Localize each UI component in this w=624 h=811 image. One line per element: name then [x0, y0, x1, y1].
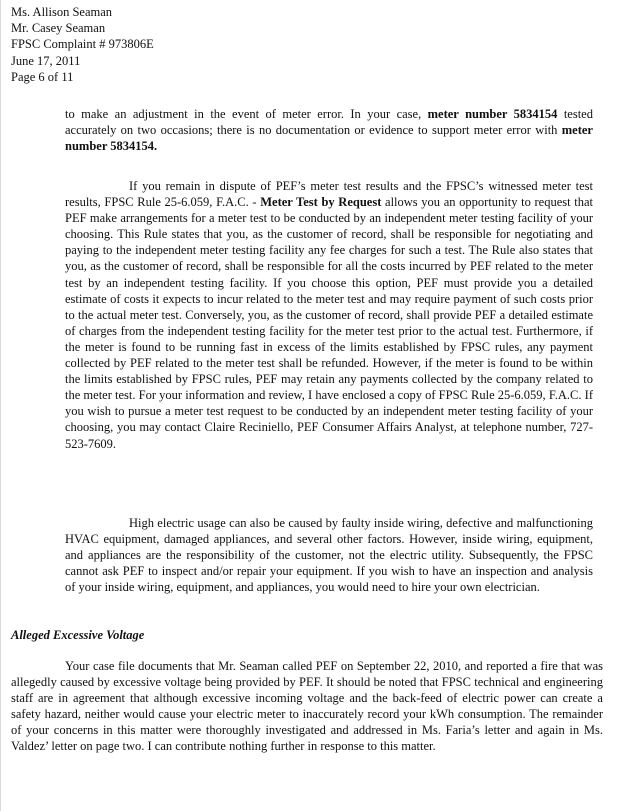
complaint-number: FPSC Complaint # 973806E: [11, 37, 154, 52]
paragraph-high-usage-causes: [65, 515, 593, 595]
paragraph-text: If you remain in dispute of PEF’s meter test results and the FPSC’s witnessed meter test results, FPSC Rule 25-6.059, F.A.C. -: [65, 179, 593, 210]
paragraph-text: tested accurately on two occasions; there is no documentation or evidence to support meter error with: [65, 107, 593, 138]
letter-date: June 17, 2011: [11, 53, 81, 68]
paragraph-excessive-voltage: [11, 658, 603, 755]
recipient-name-2: Mr. Casey Seaman: [11, 21, 106, 36]
paragraph-text: High electric usage can also be caused by faulty inside wiring, defective and malfunctioning HVAC equipment, damaged appliances, and several other factors. However, inside wiring, equipment, and appliances are the responsibility of the customer, not the electric utility. Subsequently, the FPSC cannot ask PEF to inspect and/or repair your equipment. If you wish to have an inspection and analysis of your inside wiring, equipment, and appliances, you would need to hire your own electrician.: [65, 516, 593, 595]
recipient-name-1: Ms. Allison Seaman: [11, 5, 113, 19]
paragraph-meter-accuracy: [65, 106, 593, 154]
paragraph-text: allows you an opportunity to request that PEF make arrangements for a meter test to be conducted by an independent meter testing facility of your choosing. This Rule states that you, as the customer of record, shall be responsible for negotiating and paying to the independent meter testing facility any fee charges for such a test. The Rule also states that you, as the customer of record, shall be responsible for all the costs incurred by PEF related to the meter test by an independent testing facility. If you choose this option, PEF must provide you a detailed estimate of costs it expects to incur related to the meter test and may require payment of such costs prior to the actual meter test. Conversely, you, as the customer of record, shall provide PEF a detailed estimate of charges from the independent testing facility for the meter test prior to the actual test. Furthermore, if the meter is found to be running fast in excess of the limits established by FPSC rules, any payment collected by PEF related to the meter test shall be refunded. However, if the meter is found to be within the limits established by FPSC rules, PEF may retain any payments collected by the company related to the meter test. For your information and review, I have enclosed a copy of FPSC Rule 25-6.059, F.A.C. If you wish to pursue a meter test request to be conducted by an independent meter testing facility of your choosing, you may contact Claire Reciniello, PEF Consumer Affairs Analyst, at telephone number, 727-523-7609.: [65, 195, 594, 451]
paragraph-text: to make an adjustment in the event of meter error. In your case,: [65, 107, 428, 121]
section-heading-excessive-voltage: Alleged Excessive Voltage: [11, 628, 145, 642]
page-number: Page 6 of 11: [11, 69, 74, 84]
letter-header: [11, 4, 154, 85]
rule-title-bold: Meter Test by Request: [260, 195, 382, 210]
paragraph-text: Your case file documents that Mr. Seaman called PEF on September 22, 2010, and reported a fire that was allegedly caused by excessive voltage being provided by PEF. It should be noted that FPSC technical and engineering staff are in agreement that although excessive incoming voltage and the back-feed of electric power can create a safety hazard, neither would cause your electric meter to inaccurately record your kWh consumption. The remainder of your concerns in this matter were thoroughly investigated and addressed in Ms. Faria’s letter and again in Ms. Valdez’ letter on page two. I can contribute nothing further in response to this matter.: [11, 659, 603, 754]
meter-number-bold: meter number 5834154: [427, 107, 558, 121]
meter-number-bold: meter number 5834154.: [65, 123, 593, 154]
paragraph-meter-test-by-request: [65, 178, 593, 452]
